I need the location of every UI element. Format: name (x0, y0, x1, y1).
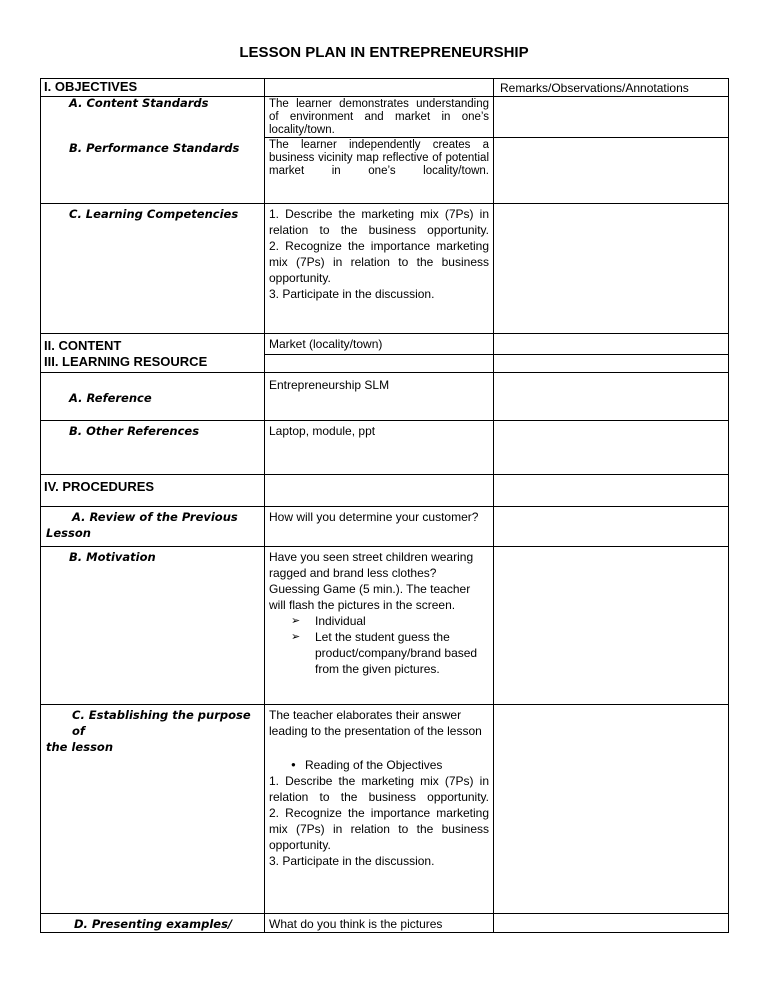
document-title: LESSON PLAN IN ENTREPRENEURSHIP (239, 44, 529, 61)
objectives-heading: I. OBJECTIVES (41, 79, 265, 97)
presenting-label: D. Presenting examples/ (74, 916, 233, 931)
other-references-text: Laptop, module, ppt (265, 420, 494, 474)
motivation-question: Have you seen street children wearing ragged and brand less clothes? (269, 549, 474, 580)
establishing-label-cont: the lesson (46, 739, 114, 754)
objective-item: 2. Recognize the importance marketing mix (7Ps) in relation to the business opportunity. (269, 805, 489, 852)
review-label: A. Review of the Previous (72, 509, 238, 524)
review-label-cont: Lesson (46, 525, 91, 540)
content-text: Market (locality/town) (265, 334, 494, 355)
establishing-text: The teacher elaborates their answer leading to the presentation of the lesson (269, 707, 482, 738)
competency-item: 1. Describe the marketing mix (7Ps) in relation to the business opportunity. (269, 207, 489, 237)
motivation-content (265, 546, 494, 704)
objective-item: 3. Participate in the discussion. (269, 853, 435, 868)
learning-competencies-label: C. Learning Competencies (69, 207, 239, 221)
performance-standards-label: B. Performance Standards (69, 140, 240, 155)
motivation-label: B. Motivation (69, 549, 156, 564)
competency-item: 2. Recognize the importance marketing mix (7Ps) in relation to the business opportunity. (269, 239, 489, 285)
reference-text: Entrepreneurship SLM (265, 372, 494, 420)
lesson-plan-table (40, 78, 729, 933)
establishing-content (265, 704, 494, 913)
reference-label: A. Reference (69, 390, 152, 405)
list-item: ➢ Individual (291, 613, 489, 629)
establishing-bullet: ● Reading of the Objectives (269, 757, 489, 773)
objective-item: 1. Describe the marketing mix (7Ps) in relation to the business opportunity. (269, 773, 489, 804)
content-heading: II. CONTENT (41, 334, 265, 355)
performance-standards-text: The learner independently creates a business vicinity map reflective of potential market in one’s locality/town. (265, 138, 494, 204)
presenting-text: What do you think is the pictures (265, 913, 494, 932)
procedures-heading: IV. PROCEDURES (41, 474, 265, 506)
learning-competencies-list (265, 204, 494, 334)
content-standards-label: A. Content Standards (69, 96, 209, 110)
other-references-label: B. Other References (69, 423, 200, 438)
learning-resource-heading: III. LEARNING RESOURCE (41, 354, 265, 372)
review-text: How will you determine your customer? (265, 506, 494, 546)
remarks-header: Remarks/Observations/Annotations (494, 79, 729, 97)
motivation-bullets (269, 613, 489, 677)
establishing-label: C. Establishing the purpose of (72, 707, 251, 738)
motivation-activity: Guessing Game (5 min.). The teacher will flash the pictures in the screen. (269, 581, 471, 612)
competency-item: 3. Participate in the discussion. (269, 287, 435, 301)
content-standards-text: The learner demonstrates understanding of environment and market in one’s locality/town. (265, 97, 494, 138)
list-item: ➢ Let the student guess the product/company/brand based from the given pictures. (291, 629, 489, 677)
